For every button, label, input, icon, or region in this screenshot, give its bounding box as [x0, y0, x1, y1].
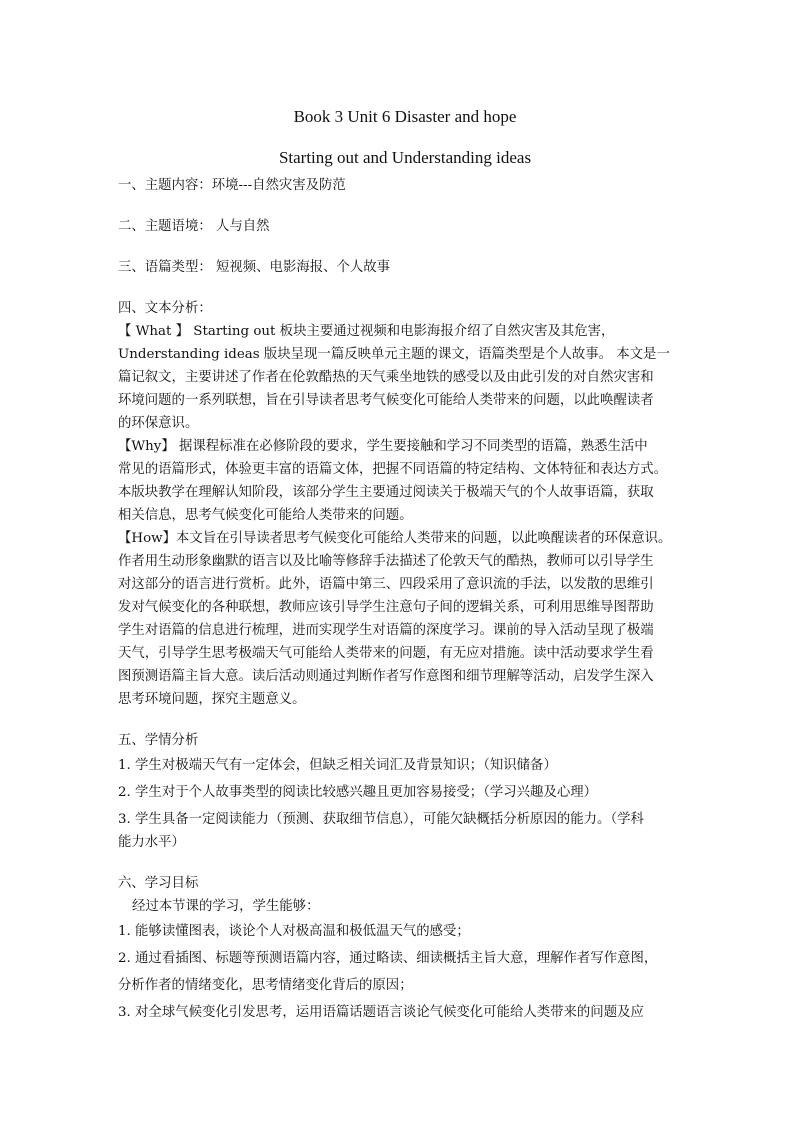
list-item: 3. 学生具备一定阅读能力（预测、获取细节信息），可能欠缺概括分析原因的能力。（学科 [118, 812, 644, 827]
list-item: 能力水平） [118, 835, 185, 850]
why-line: 相关信息，思考气候变化可能给人类带来的问题。 [118, 508, 413, 523]
how-line: 对这部分的语言进行赏析。此外，语篇中第三、四段采用了意识流的手法，以发散的思维引 [118, 577, 654, 592]
how-paragraph [118, 527, 678, 711]
how-line: 【How】本文旨在引导读者思考气候变化可能给人类带来的问题，以此唤醒读者的环保意识。 [118, 531, 672, 546]
why-line: 本版块教学在理解认知阶段，该部分学生主要通过阅读关于极端天气的个人故事语篇，获取 [118, 485, 654, 500]
learning-goals-intro: 经过本节课的学习，学生能够： [132, 899, 320, 914]
how-line: 天气，引导学生思考极端天气可能给人类带来的问题，有无应对措施。读中活动要求学生看 [118, 646, 654, 661]
how-line: 发对气候变化的各种联想，教师应该引导学生注意句子间的逻辑关系，可利用思维导图帮助 [118, 600, 654, 615]
what-line: 【 What 】 Starting out 板块主要通过视频和电影海报介绍了自然灾害及其危害， [118, 324, 615, 339]
list-item: 分析作者的情绪变化，思考情绪变化背后的原因； [118, 978, 413, 993]
section-theme-content: 一、主题内容：环境---自然灾害及防范 [118, 178, 346, 193]
section-text-analysis-heading: 四、文本分析： [118, 301, 212, 316]
list-item: 1. 学生对极端天气有一定体会，但缺乏相关词汇及背景知识；（知识储备） [118, 758, 557, 773]
what-line: 篇记叙文，主要讲述了作者在伦敦酷热的天气乘坐地铁的感受以及由此引发的对自然灾害和 [118, 370, 654, 385]
document-title: Book 3 Unit 6 Disaster and hope [293, 107, 517, 126]
document-subtitle: Starting out and Understanding ideas [278, 148, 532, 167]
what-line: 环境问题的一系列联想，旨在引导读者思考气候变化可能给人类带来的问题，以此唤醒读者 [118, 393, 654, 408]
why-line: 【Why】 据课程标准在必修阶段的要求，学生要接触和学习不同类型的语篇，熟悉生活中 [118, 439, 648, 454]
section-theme-context: 二、主题语境： 人与自然 [118, 219, 270, 234]
list-item: 1. 能够读懂图表，谈论个人对极高温和极低温天气的感受； [118, 924, 470, 939]
learning-goals-list [118, 920, 678, 1024]
how-line: 学生对语篇的信息进行梳理，进而实现学生对语篇的深度学习。课前的导入活动呈现了极端 [118, 623, 654, 638]
what-line: 的环保意识。 [118, 416, 199, 431]
what-paragraph [118, 320, 678, 435]
list-item: 2. 通过看插图、标题等预测语篇内容，通过略读、细读概括主旨大意，理解作者写作意图， [118, 951, 658, 966]
why-line: 常见的语篇形式，体验更丰富的语篇文体，把握不同语篇的特定结构、文体特征和表达方式。 [118, 462, 668, 477]
what-line: Understanding ideas 版块呈现一篇反映单元主题的课文，语篇类型是个人故事。 本文是一 [118, 347, 670, 362]
document-page [118, 100, 678, 1024]
list-item: 2. 学生对于个人故事类型的阅读比较感兴趣且更加容易接受；（学习兴趣及心理） [118, 785, 598, 800]
why-paragraph [118, 435, 678, 527]
list-item: 3. 对全球气候变化引发思考，运用语篇话题语言谈论气候变化可能给人类带来的问题及应 [118, 1005, 644, 1020]
section-learning-goals-heading: 六、学习目标 [118, 876, 199, 891]
learner-analysis-list [118, 754, 678, 854]
how-line: 思考环境问题，探究主题意义。 [118, 692, 306, 707]
section-learner-analysis-heading: 五、学情分析 [118, 733, 199, 748]
section-text-type: 三、语篇类型： 短视频、电影海报、个人故事 [118, 260, 391, 275]
how-line: 图预测语篇主旨大意。读后活动则通过判断作者写作意图和细节理解等活动，启发学生深入 [118, 669, 654, 684]
how-line: 作者用生动形象幽默的语言以及比喻等修辞手法描述了伦敦天气的酷热，教师可以引导学生 [118, 554, 654, 569]
